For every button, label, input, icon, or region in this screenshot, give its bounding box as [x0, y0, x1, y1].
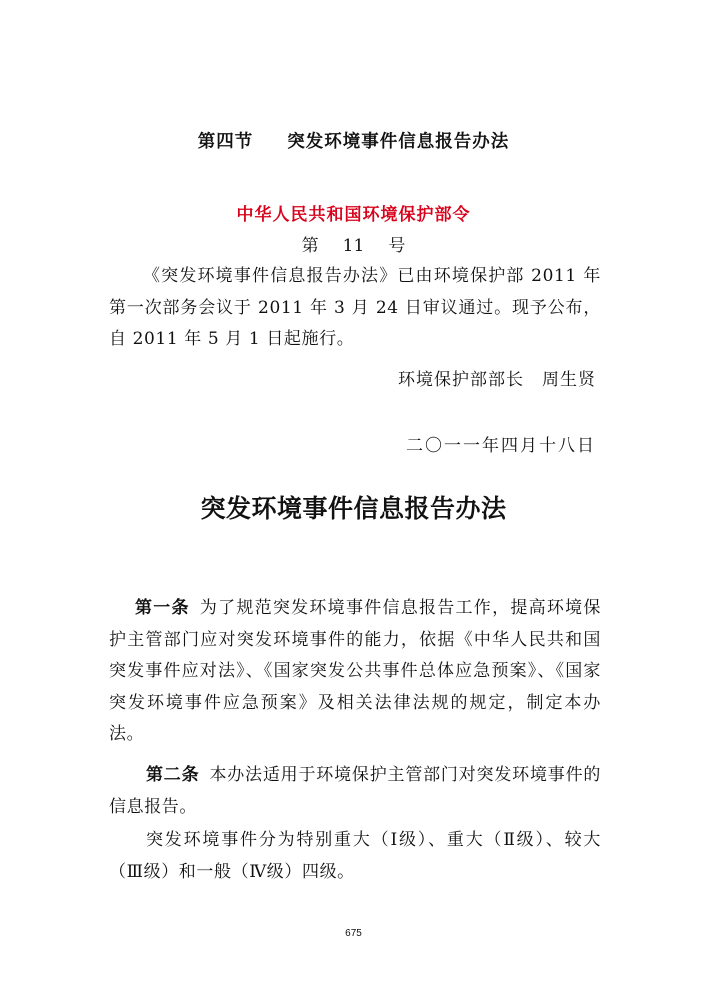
section-title: 突发环境事件信息报告办法 [287, 132, 510, 152]
order-title: 中华人民共和国环境保护部令 [236, 205, 471, 225]
document-title: 突发环境事件信息报告办法 [200, 494, 507, 523]
article-1-label: 第一条 [135, 598, 190, 618]
page-number: 675 [345, 928, 362, 939]
article-1-text: 为了规范突发环境事件信息报告工作，提高环境保护主管部门应对突发环境事件的能力，依据《中华人民共和国突发事件应对法》、《国家突发公共事件总体应急预案》、《国家突发环境事件应急预案》及相关法律法规的规定，制定本办法。 [109, 598, 601, 744]
order-date: 二〇一一年四月十八日 [406, 436, 596, 456]
order-number-prefix: 第 [301, 236, 319, 256]
section-label: 第四节 [197, 132, 254, 152]
order-number-suffix: 号 [388, 236, 406, 256]
article-2-label: 第二条 [146, 765, 200, 785]
article-2-text: 本办法适用于环境保护主管部门对突发环境事件的信息报告。 [109, 765, 601, 817]
order-number-value: 11 [342, 236, 365, 256]
order-text: 《突发环境事件信息报告办法》已由环境保护部 2011 年第一次部务会议于 2011 年 3 月 24 日审议通过。现予公布，自 2011 年 5 月 1 日起施行。 [109, 266, 601, 349]
section-heading [0, 128, 707, 153]
article-2-paragraph-2: 突发环境事件分为特别重大（Ⅰ级）、重大（Ⅱ级）、较大（Ⅲ级）和一般（Ⅳ级）四级。 [109, 830, 601, 882]
article-2 [109, 760, 601, 823]
article-1 [109, 593, 601, 751]
order-signer: 环境保护部部长 周生贤 [398, 370, 596, 390]
order-number [0, 231, 707, 256]
